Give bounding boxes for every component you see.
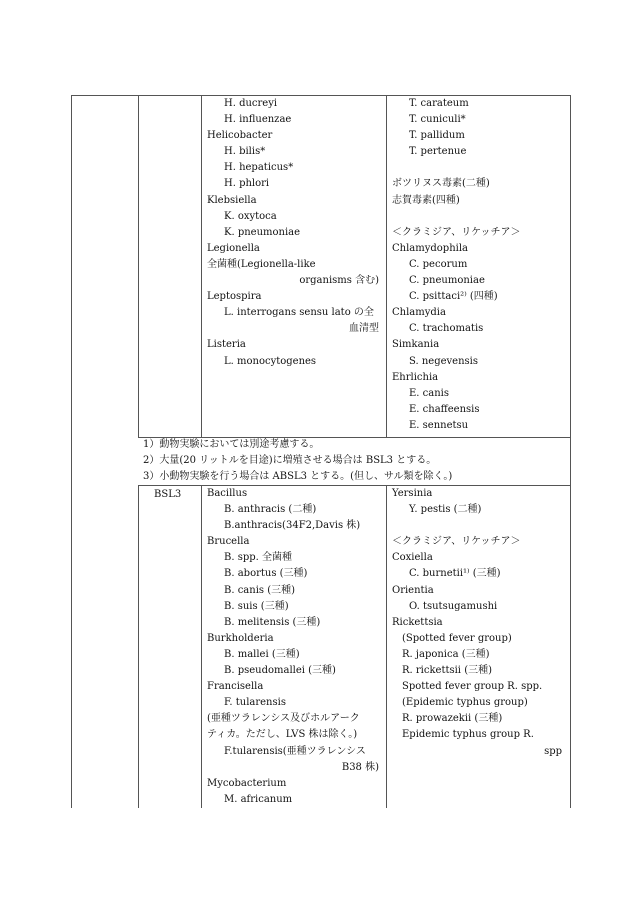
bsl3-left-column xyxy=(207,486,383,808)
upper-right-column xyxy=(392,96,566,434)
organism-entry: L. monocytogenes xyxy=(224,355,317,367)
organism-entry: Simkania xyxy=(392,339,440,351)
bsl3-right-column xyxy=(392,486,566,760)
organism-entry: C. pneumoniae xyxy=(409,275,485,287)
organism-entry: T. pallidum xyxy=(409,130,465,142)
organism-entry: R. rickettsii (三種) xyxy=(402,665,492,677)
organism-entry: ＜クラミジア、リケッチア＞ xyxy=(392,226,521,238)
organism-entry: Orientia xyxy=(392,584,434,596)
organism-entry: Bacillus xyxy=(207,488,248,499)
organism-entry: (亜種ツラレンシス及びホルアーク xyxy=(207,713,360,725)
organism-entry: O. tsutsugamushi xyxy=(409,600,498,612)
organism-entry: Chlamydia xyxy=(392,307,446,319)
organism-entry: B. spp. 全菌種 xyxy=(224,552,292,564)
table-column-divider xyxy=(201,485,202,808)
organism-entry: H. hepaticus* xyxy=(224,162,294,174)
organism-entry: Leptospira xyxy=(207,291,262,303)
organism-entry: T. cuniculi* xyxy=(409,114,466,126)
organism-entry: H. ducreyi xyxy=(224,98,278,109)
organism-entry: B. anthracis (二種) xyxy=(224,504,317,516)
organism-entry: B. abortus (三種) xyxy=(224,568,308,580)
organism-entry: B. canis (三種) xyxy=(224,584,296,596)
organism-entry: S. negevensis xyxy=(409,355,478,367)
organism-entry: Brucella xyxy=(207,536,250,548)
organism-entry: B38 株) xyxy=(341,761,379,773)
organism-entry: H. bilis* xyxy=(224,146,266,158)
organism-entry: Klebsiella xyxy=(207,194,257,206)
organism-entry xyxy=(392,160,566,176)
organism-entry: F.tularensis(亜種ツラレンシス xyxy=(224,745,366,757)
organism-entry: L. interrogans sensu lato の全 xyxy=(224,307,374,319)
organism-entry: E. canis xyxy=(409,387,449,399)
organism-entry: H. influenzae xyxy=(224,114,292,126)
table-left-border xyxy=(71,95,72,808)
organism-entry: 志賀毒素(四種) xyxy=(392,194,460,206)
footnote: 3）小動物実験を行う場合は ABSL3 とする。(但し、サル類を除く。) xyxy=(143,471,453,482)
organism-entry: H. phlori xyxy=(224,178,270,190)
footnote: 2）大量(20 リットルを目途)に増殖させる場合は BSL3 とする。 xyxy=(143,455,437,466)
organism-entry: spp xyxy=(544,745,562,757)
organism-entry xyxy=(392,209,566,225)
organism-entry: (Epidemic typhus group) xyxy=(402,697,528,709)
organism-entry: 血清型 xyxy=(349,323,379,335)
organism-entry: C. trachomatis xyxy=(409,323,484,335)
organism-entry: Legionella xyxy=(207,242,260,254)
organism-entry: B. suis (三種) xyxy=(224,600,289,612)
organism-entry: F. tularensis xyxy=(224,697,286,709)
table-column-divider xyxy=(138,95,139,437)
organism-entry: organisms 含む) xyxy=(299,275,379,287)
organism-entry: Rickettsia xyxy=(392,616,443,628)
organism-entry: B. mallei (三種) xyxy=(224,648,300,660)
organism-entry: Burkholderia xyxy=(207,632,274,644)
organism-entry: K. oxytoca xyxy=(224,210,277,222)
table-right-border xyxy=(570,95,571,808)
organism-entry: T. pertenue xyxy=(409,146,467,158)
organism-entry: ティカ。ただし、LVS 株は除く。) xyxy=(207,729,358,741)
organism-entry: R. prowazekii (三種) xyxy=(402,713,503,725)
footnotes xyxy=(143,437,568,485)
table-column-divider xyxy=(386,485,387,808)
organism-entry: Helicobacter xyxy=(207,130,273,142)
biosafety-level-label: BSL3 xyxy=(154,489,182,500)
organism-entry: B.anthracis(34F2,Davis 株) xyxy=(224,520,361,532)
organism-entry: Epidemic typhus group R. xyxy=(402,729,534,741)
organism-entry: Y. pestis (二種) xyxy=(409,504,482,516)
footnote: 1）動物実験においては別途考慮する。 xyxy=(143,439,320,450)
organism-entry: Coxiella xyxy=(392,552,433,564)
table-column-divider xyxy=(201,95,202,437)
organism-entry: ボツリヌス毒素(二種) xyxy=(392,178,490,190)
table-column-divider xyxy=(138,485,139,808)
organism-entry: T. carateum xyxy=(409,98,469,109)
organism-entry: 全菌種(Legionella-like xyxy=(207,258,316,270)
organism-entry: E. chaffeensis xyxy=(409,403,480,415)
organism-entry: Spotted fever group R. spp. xyxy=(402,681,543,693)
organism-entry: C. burnetii¹⁾ (三種) xyxy=(409,568,501,580)
organism-entry: K. pneumoniae xyxy=(224,226,301,238)
organism-entry: Francisella xyxy=(207,681,264,693)
organism-entry xyxy=(392,518,566,534)
organism-entry: B. melitensis (三種) xyxy=(224,616,321,628)
upper-left-column xyxy=(207,96,383,370)
organism-entry: E. sennetsu xyxy=(409,419,469,431)
organism-entry: B. pseudomallei (三種) xyxy=(224,665,336,677)
table-column-divider xyxy=(386,95,387,437)
organism-entry: Chlamydophila xyxy=(392,242,469,254)
organism-entry: ＜クラミジア、リケッチア＞ xyxy=(392,536,521,548)
organism-entry: M. africanum xyxy=(224,793,293,805)
organism-entry: Mycobacterium xyxy=(207,777,287,789)
organism-entry: C. pecorum xyxy=(409,258,468,270)
organism-entry: (Spotted fever group) xyxy=(402,632,512,644)
organism-entry: Yersinia xyxy=(392,488,433,499)
organism-entry: C. psittaci²⁾ (四種) xyxy=(409,291,498,303)
organism-entry: R. japonica (三種) xyxy=(402,648,490,660)
organism-entry: Listeria xyxy=(207,339,246,351)
organism-entry: Ehrlichia xyxy=(392,371,439,383)
